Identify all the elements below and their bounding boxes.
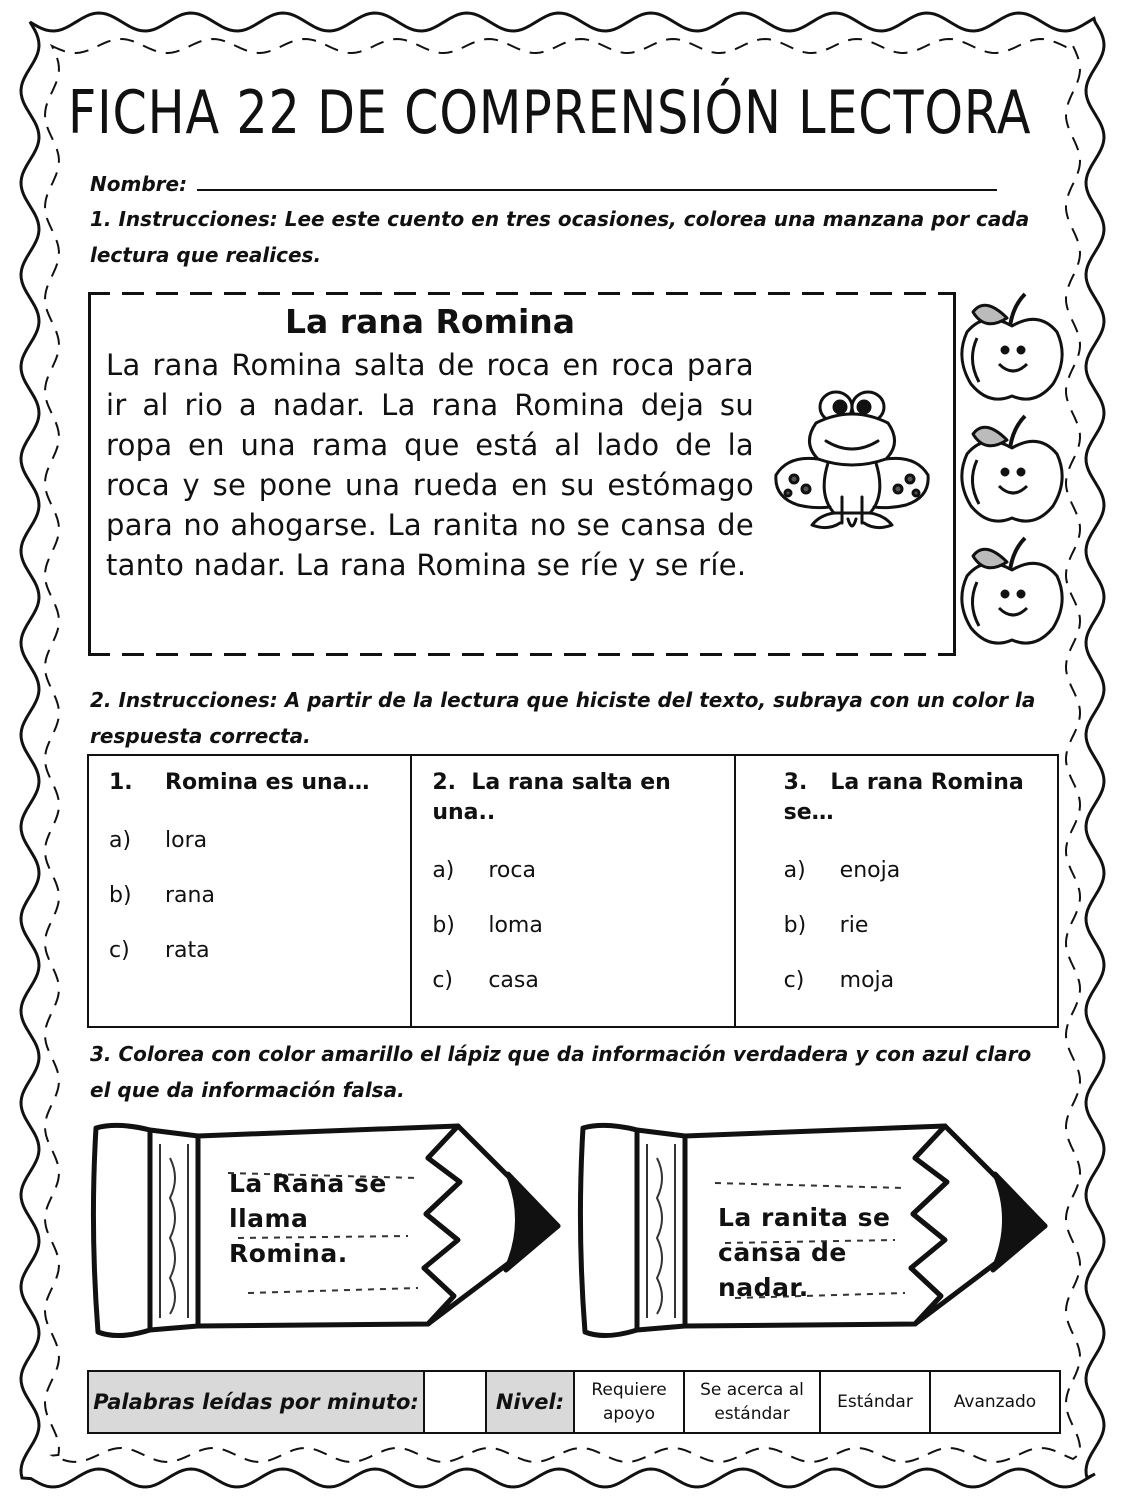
pencil-text-line: Romina. [229, 1239, 348, 1268]
instructions-1: 1. Instrucciones: Lee este cuento en tres ocasiones, colorea una manzana por cada lectura que realices. [90, 207, 1030, 267]
option-c[interactable] [784, 968, 1037, 993]
option-letter: c) [109, 938, 130, 963]
option-a[interactable] [432, 858, 713, 883]
option-letter: b) [783, 913, 807, 938]
level-text: apoyo [602, 1404, 656, 1424]
option-c[interactable] [109, 938, 390, 963]
apple-icon[interactable] [955, 532, 1070, 652]
option-text: roca [488, 858, 536, 883]
option-a[interactable] [784, 858, 1037, 883]
pencil-text-line: cansa de [718, 1238, 847, 1267]
option-letter: a) [109, 828, 132, 853]
worksheet-title: FICHA 22 DE COMPRENSIÓN LECTORA [68, 78, 1032, 148]
story-title: La rana Romina [284, 302, 576, 341]
option-b[interactable] [784, 913, 1037, 938]
question-text: La rana Romina se… [783, 770, 1024, 825]
option-letter: a) [432, 858, 455, 883]
question-1-prompt [109, 768, 390, 798]
option-text: casa [488, 968, 539, 993]
question-3 [735, 755, 1058, 1027]
question-3-prompt [784, 768, 1037, 828]
option-b[interactable] [432, 913, 713, 938]
question-number: 1. [109, 770, 133, 795]
level-option-requiere-apoyo[interactable] [574, 1371, 684, 1433]
words-per-minute-field[interactable] [424, 1371, 486, 1433]
apple-icon[interactable] [955, 288, 1070, 408]
instructions-2: 2. Instrucciones: A partir de la lectura que hiciste del texto, subraya con un color la respuesta correcta. [90, 688, 1036, 748]
question-text: Romina es una… [165, 770, 370, 795]
option-text: rata [165, 938, 210, 963]
reading-level-table [87, 1370, 1061, 1434]
question-number: 3. [783, 770, 808, 795]
option-letter: b) [432, 913, 455, 938]
option-c[interactable] [432, 968, 713, 993]
question-1 [88, 755, 411, 1027]
name-label: Nombre: [90, 172, 188, 196]
option-text: loma [488, 913, 543, 938]
option-text: rana [165, 883, 215, 908]
level-option-estandar[interactable] [820, 1371, 930, 1433]
level-label: Nivel: [486, 1371, 574, 1433]
questions-table [87, 754, 1059, 1028]
pencil-text-line: La Rana se [229, 1169, 387, 1198]
story-text: La rana Romina salta de roca en roca para ir al rio a nadar. La rana Romina deja su ropa en una rama que está al lado de la roca y se pone una rueda en su estómago para no ahogarse. La ranita no se cansa de tanto nadar. La rana Romina se ríe y se ríe. [106, 348, 754, 582]
option-letter: b) [109, 883, 132, 908]
level-option-se-acerca[interactable] [684, 1371, 820, 1433]
level-text: estándar [714, 1404, 790, 1424]
option-text: moja [839, 968, 895, 993]
pencil-true-false-1[interactable] [88, 1118, 568, 1348]
option-a[interactable] [109, 828, 390, 853]
apple-icon[interactable] [955, 410, 1070, 530]
pencil-text-line: nadar. [718, 1273, 809, 1302]
pencil-text-line: La ranita se [718, 1203, 891, 1232]
option-b[interactable] [109, 883, 390, 908]
pencil-text-line: llama [229, 1204, 309, 1233]
level-text: Requiere [591, 1380, 667, 1400]
question-number: 2. [432, 770, 456, 795]
level-text: Avanzado [953, 1392, 1037, 1412]
pencil-true-false-2[interactable] [575, 1118, 1055, 1348]
option-text: lora [165, 828, 208, 853]
words-per-minute-label: Palabras leídas por minuto: [88, 1371, 424, 1433]
option-letter: a) [783, 858, 806, 883]
question-2-prompt [432, 768, 713, 828]
option-text: rie [839, 913, 869, 938]
level-text: Estándar [837, 1392, 913, 1412]
frog-illustration [768, 385, 938, 545]
option-letter: c) [432, 968, 454, 993]
question-2 [411, 755, 734, 1027]
instructions-3: 3. Colorea con color amarillo el lápiz que da información verdadera y con azul claro el que da información falsa. [90, 1042, 1032, 1102]
name-field[interactable] [90, 172, 997, 196]
level-option-avanzado[interactable] [930, 1371, 1060, 1433]
name-blank-line [197, 173, 997, 191]
level-text: Se acerca al [700, 1380, 804, 1400]
question-text: La rana salta en una.. [432, 770, 671, 825]
option-text: enoja [839, 858, 901, 883]
option-letter: c) [783, 968, 805, 993]
